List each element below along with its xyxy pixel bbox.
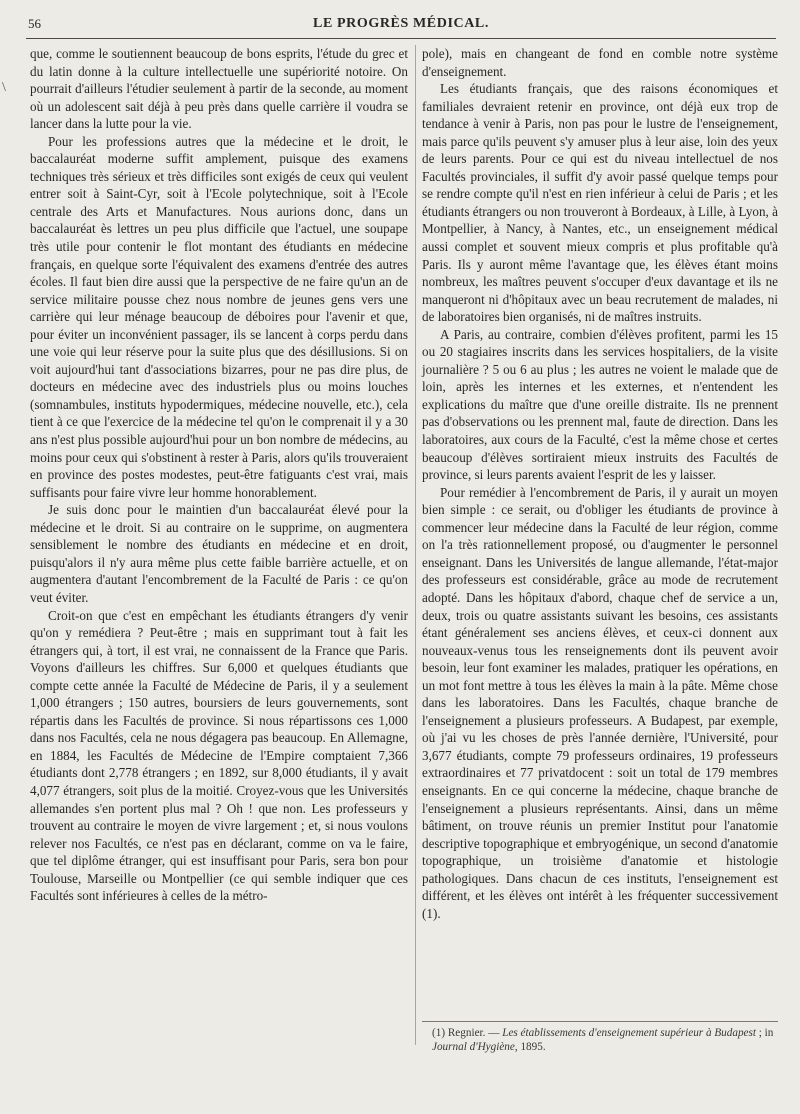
header-rule	[26, 38, 776, 39]
footnote-marker: (1) Regnier. —	[432, 1027, 503, 1039]
footnote-rule	[422, 1021, 778, 1022]
paragraph: pole), mais en changeant de fond en comble notre système d'enseignement.	[422, 46, 778, 79]
margin-mark: \	[2, 80, 6, 95]
paragraph: Je suis donc pour le maintien d'un baccalauréat élevé pour la médecine et le droit. Si au contraire on le supprime, on augmentera sensiblement le nombre des étudiants en médecine et en droit, puisqu'alors il n'y aura même plus cette faible barrière actuelle, et on augmentera d'autant l'encombrement de la Faculté de Paris : ce qu'on veut éviter.	[30, 502, 408, 605]
footnote-end: , 1895.	[514, 1041, 546, 1053]
running-title: LE PROGRÈS MÉDICAL.	[313, 16, 489, 31]
footnote-journal: Journal d'Hygiène	[432, 1041, 515, 1053]
left-column	[30, 45, 408, 905]
paragraph: Croit-on que c'est en empêchant les étudiants étrangers d'y venir qu'on y remédiera ? Peut-être ; mais en supprimant tout à fait les étrangers qui, à tort, il est vrai, ne connaissent de la France que Paris. Voyons d'ailleurs les chiffres. Sur 6,000 et quelques étudiants que compte cette année la Faculté de Médecine de Paris, il y a seulement 1,000 étrangers ; 150 autres, boursiers de leurs gouvernements, sont répartis dans les Facultés de province. Si nous répartissons ces 1,000 dans nos Facultés, cela ne nous dégagera pas beaucoup. En Allemagne, en 1884, les Facultés de Médecine de l'Empire comptaient 7,366 étudiants dont 2,778 étrangers ; en 1892, sur 8,000 étudiants, il y avait 4,077 étrangers, soit plus de la moitié. Croyez-vous que les Universités allemandes s'en portent plus mal ? Oh ! que non. Les professeurs y trouvent au contraire le moyen de vivre largement ; et, si nous voulons relever nos Facultés, ce n'est pas en déclarant, comme on va le faire, que tel diplôme étranger, qui est insuffisant pour Paris, sera bon pour Toulouse, Marseille ou Montpellier (ce qui semble indiquer que ces Facultés sont inférieures à celles de la métro-	[30, 607, 408, 904]
footnote	[432, 1026, 778, 1054]
footnote-mid: ; in	[755, 1027, 774, 1039]
footnote-title: Les établissements d'enseignement supérieur à Budapest	[502, 1027, 756, 1039]
right-column	[422, 45, 778, 922]
column-divider	[415, 45, 416, 1045]
paragraph: Pour remédier à l'encombrement de Paris, il y aurait un moyen bien simple : ce serait, ou d'obliger les étudiants de province à commencer leur médecine dans la Faculté de leur région, comme on l'a très rationnellement proposé, ou d'augmenter le personnel enseignant. Dans les Universités de langue allemande, l'état-major des professeurs est considérable, grâce au mode de recrutement adopté. Dans les hôpitaux d'abord, chaque chef de service a un, deux, trois ou quatre assistants suivant les besoins, ces assistants étant généralement ses anciens élèves, et ceux-ci donnent aux nouveaux-venus tous les renseignements dont ils peuvent avoir besoin, leur font examiner les malades, pratiquer les opérations, en un mot font mettre à tous les élèves la main à la pâte. Même chose dans les laboratoires. Dans les Facultés, chaque branche de l'enseignement a plusieurs professeurs. A Budapest, par exemple, où j'ai vu les choses de près l'année dernière, l'Université, pour 3,677 étudiants, compte 79 professeurs ordinaires, 19 professeurs extraordinaires et 77 privatdocent : soit un total de 179 membres enseignants. En ce qui concerne la médecine, chaque branche de l'enseignement a plusieurs représentants. Ainsi, dans un même bâtiment, on trouve réunis un premier Institut pour l'anatomie descriptive topographique et embryogénique, un second d'anatomie topographique, un troisième d'anatomie et histologie pathologiques. Dans chacun de ces instituts, l'enseignement est différent, et les élèves ont intérêt à les fréquenter successivement (1).	[422, 484, 778, 921]
paragraph: Les étudiants français, que des raisons économiques et familiales devraient retenir en province, ont déjà eux trop de tendance à venir à Paris, non pas pour le lustre de l'enseignement, mais parce qu'ils peuvent s'y amuser plus à leur aise, loin des yeux de leurs parents. Pour ce qui est du niveau intellectuel de nos Facultés provinciales, il suffit d'y avoir passé quelque temps pour se rendre compte qu'il n'est en rien inférieur à celui de Paris ; et les étudiants étrangers ou non trouveront à Bordeaux, à Lille, à Lyon, à Montpellier, à Nancy, à Nantes, etc., un enseignement médical aussi complet et souvent mieux compris et plus profitable qu'à Paris. Ils y auront même l'avantage que, les élèves étant moins nombreux, les maîtres peuvent s'occuper d'eux davantage et ils ne manqueront ni d'hôpitaux avec un beau recrutement de malades, ni de laboratoires bien organisés, ni de maîtres instruits.	[422, 81, 778, 325]
paragraph: Pour les professions autres que la médecine et le droit, le baccalauréat moderne suffit amplement, puisque des examens techniques très sérieux et très difficiles sont exigés de ceux qui veulent entrer soit à Saint-Cyr, soit à l'Ecole polytechnique, soit à l'Ecole centrale des Arts et Manufactures. Nous aurions donc, dans un baccalauréat ès lettres un peu plus difficile que l'actuel, une soupape très utile pour contenir le flot montant des étudiants en médecine français, en quelque sorte l'équivalent des examens d'entrée des autres écoles. Il faut bien dire aussi que la perspective de ne faire qu'un an de service militaire pousse chez nous nombre de jeunes gens vers une carrière qui leur ménage beaucoup de déboires pour l'avenir et que, pour éviter un inconvénient passager, ils se lancent à corps perdu dans une voie qui leur réserve pour la suite plus que des désillusions. Si on voit aujourd'hui tant d'associations bizarres, pour ne pas dire plus, de docteurs en médecine avec des industriels plus ou moins louches (somnambules, instituts hypodermiques, médecine nouvelle, etc.), cela tient à ce que l'exercice de la médecine tel qu'on le comprenait il y a 30 ans n'est plus possible aujourd'hui pour un bon nombre de médecins, au moins pour ceux qui s'obstinent à rester à Paris, alors qu'ils trouveraient en province des postes modestes, peut-être fatiguants c'est vrai, mais suffisants pour faire vivre leur homme honorablement.	[30, 133, 408, 500]
paragraph: que, comme le soutiennent beaucoup de bons esprits, l'étude du grec et du latin donne à la culture intellectuelle une supériorité notoire. On pourrait d'ailleurs l'étudier seulement à partir de la seconde, au moment où un adolescent sait déjà à peu près dans quelle carrière il voudra se lancer dans la lutte pour la vie.	[30, 46, 408, 132]
paragraph: A Paris, au contraire, combien d'élèves profitent, parmi les 15 ou 20 stagiaires inscrits dans les services hospitaliers, de la visite journalière ? 5 ou 6 au plus ; les autres ne voient le malade que de loin, après les internes et les externes, et n'entendent les explications du maître que d'une oreille distraite. Ils ne prennent pas d'observations ou les prennent mal, faute de direction. Dans les laboratoires, aux cours de la Faculté, c'est la même chose et certes beaucoup d'élèves sortiraient mieux instruits des Facultés de province, si leurs parents avaient l'esprit de les y laisser.	[422, 326, 778, 483]
page-header	[28, 14, 774, 40]
page-number: 56	[28, 16, 41, 31]
